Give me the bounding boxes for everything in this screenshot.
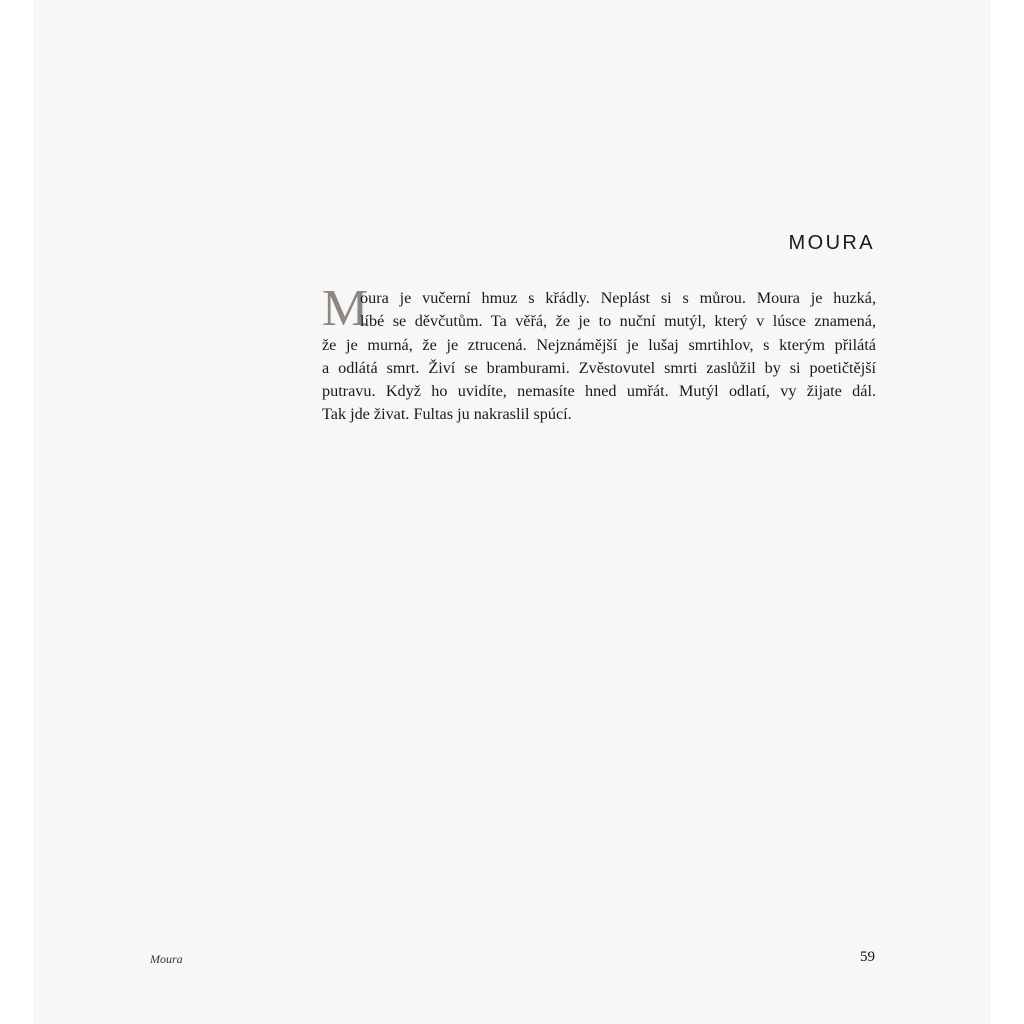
paragraph-line: a odlátá smrt. Živí se bramburami. Zvěstovutel smrti zaslůžil by si poetičtější <box>322 358 876 377</box>
paragraph-line: putravu. Když ho uvidíte, nemasíte hned umřát. Mutýl odlatí, vy žijate dál. <box>322 382 876 401</box>
paragraph-line: že je murná, že je ztrucená. Nejznámější je lušaj smrtihlov, s kterým přilátá <box>322 335 876 354</box>
running-footer-title: Moura <box>150 952 183 966</box>
paragraph-line: líbé se děvčutům. Ta věřá, že je to nuční mutýl, který v lúsce znamená, <box>360 312 876 331</box>
body-paragraph <box>322 280 876 427</box>
page-number: 59 <box>860 949 875 965</box>
paragraph-line: oura je vučerní hmuz s křádly. Neplást si s můrou. Moura je huzká, <box>360 289 876 307</box>
chapter-heading: MOURA <box>788 232 875 254</box>
paragraph-line: Tak jde živat. Fultas ju nakraslil spúcí. <box>322 405 572 424</box>
book-page <box>33 0 991 1024</box>
drop-cap-letter: M <box>322 280 369 337</box>
